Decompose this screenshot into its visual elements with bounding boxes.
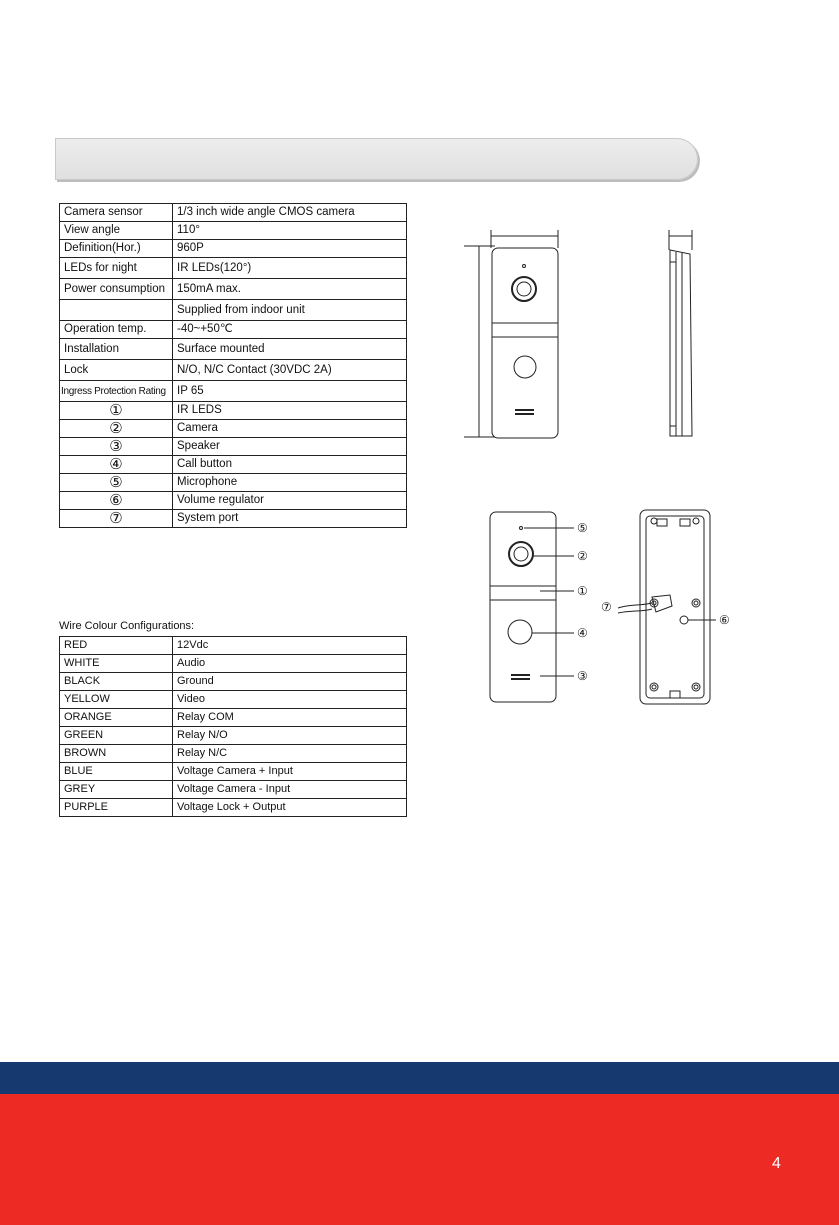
part-number: ⑦ [60,510,173,528]
part-name: Microphone [173,474,407,492]
wire-colour: ORANGE [60,709,173,727]
spec-value: IR LEDs(120°) [173,258,407,279]
spec-value: Surface mounted [173,339,407,360]
callout-volume-regulator: ⑥ [719,613,730,627]
part-number: ② [60,420,173,438]
callout-ir-leds: ① [577,584,588,598]
wire-colour: BLUE [60,763,173,781]
wire-function: Relay N/C [173,745,407,763]
wire-colour: PURPLE [60,799,173,817]
spec-value: IP 65 [173,381,407,402]
wire-colour: GREY [60,781,173,799]
spec-label: Power consumption [60,279,173,300]
part-number: ⑥ [60,492,173,510]
wire-colour: BLACK [60,673,173,691]
wire-function: Voltage Lock + Output [173,799,407,817]
callout-system-port: ⑦ [601,600,612,614]
front-view-labeled [490,512,574,702]
back-view [618,510,716,704]
spec-label: Camera sensor [60,204,173,222]
wire-colour: GREEN [60,727,173,745]
part-name: System port [173,510,407,528]
wire-function: Ground [173,673,407,691]
wire-function: 12Vdc [173,637,407,655]
spec-label: Lock [60,360,173,381]
footer-blue-band [0,1062,839,1094]
spec-label: Definition(Hor.) [60,240,173,258]
part-name: Speaker [173,438,407,456]
page-number: 4 [772,1155,781,1172]
wire-config-title: Wire Colour Configurations: [59,620,195,632]
wire-function: Voltage Camera + Input [173,763,407,781]
spec-label: LEDs for night [60,258,173,279]
front-view-top [492,248,558,438]
part-name: Volume regulator [173,492,407,510]
spec-value: 150mA max. [173,279,407,300]
callout-microphone: ⑤ [577,521,588,535]
callout-speaker: ③ [577,669,588,683]
wire-function: Voltage Camera - Input [173,781,407,799]
spec-value: 110° [173,222,407,240]
side-view [670,250,692,436]
dimension-lines [464,230,692,437]
part-number: ⑤ [60,474,173,492]
spec-label: Installation [60,339,173,360]
spec-value: Supplied from indoor unit [173,300,407,321]
part-name: Call button [173,456,407,474]
spec-value: N/O, N/C Contact (30VDC 2A) [173,360,407,381]
spec-value: -40~+50℃ [173,321,407,339]
spec-label: View angle [60,222,173,240]
part-number: ④ [60,456,173,474]
part-name: Camera [173,420,407,438]
callout-camera: ② [577,549,588,563]
wire-colour: WHITE [60,655,173,673]
wire-function: Audio [173,655,407,673]
part-number: ① [60,402,173,420]
wire-colour: YELLOW [60,691,173,709]
footer-red-band [0,1094,839,1225]
part-number: ③ [60,438,173,456]
wire-colour: RED [60,637,173,655]
part-name: IR LEDS [173,402,407,420]
callout-call-button: ④ [577,626,588,640]
wire-colour: BROWN [60,745,173,763]
spec-value: 1/3 inch wide angle CMOS camera [173,204,407,222]
wire-function: Relay N/O [173,727,407,745]
spec-label: Ingress Protection Rating [60,381,173,402]
wire-function: Video [173,691,407,709]
spec-label: Operation temp. [60,321,173,339]
spec-value: 960P [173,240,407,258]
wire-function: Relay COM [173,709,407,727]
